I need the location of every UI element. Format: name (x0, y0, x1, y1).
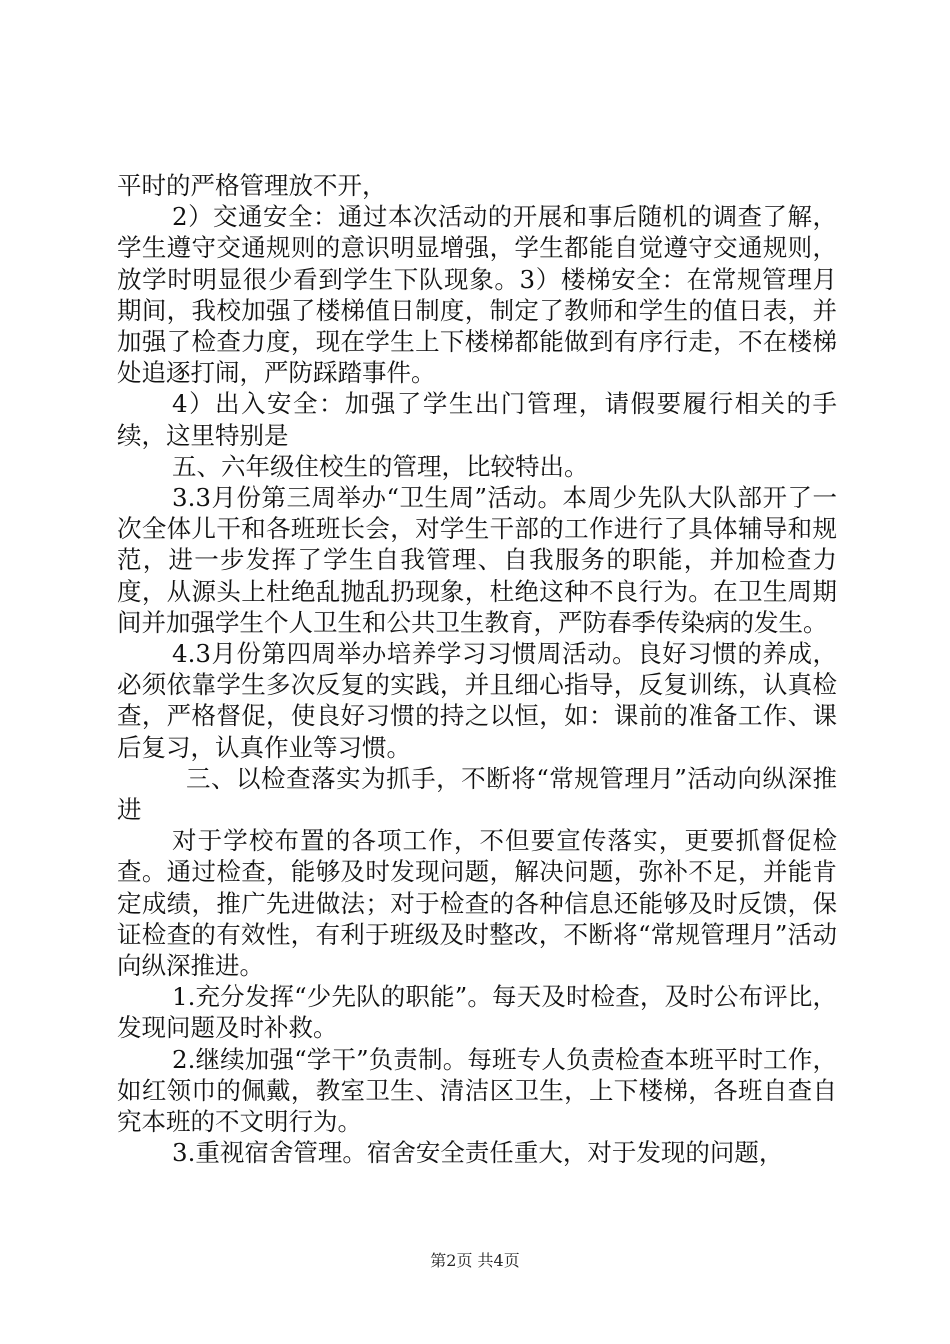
paragraph-dormitory: 3.重视宿舍管理。宿舍安全责任重大，对于发现的问题， (172, 1138, 784, 1168)
paragraph-hygiene-week: 3.3月份第三周举办“卫生周”活动。本周少先队大队部开了一次全体儿干和各班班长会，对学生干部的工作进行了具体辅导和规范，进一步发挥了学生自我管理、自我服务的职能，并加检查力度，从源头上杜绝乱抛乱扔现象，杜绝这种不良行为。在卫生周期间并加强学生个人卫生和公共卫生教育，严防春季传染病的发生。 (117, 483, 837, 637)
section-heading-inspection: 三、以检查落实为抓手，不断将“常规管理月”活动向纵深推进 (117, 763, 837, 825)
paragraph-traffic-safety: 2）交通安全：通过本次活动的开展和事后随机的调查了解，学生遵守交通规则的意识明显增强，学生都能自觉遵守交通规则，放学时明显很少看到学生下队现象。3）楼梯安全：在常规管理月期间，我校加强了楼梯值日制度，制定了教师和学生的值日表，并加强了检查力度，现在学生上下楼梯都能做到有序行走，不在楼梯处追逐打闹，严防踩踏事件。 (117, 202, 837, 388)
paragraph-entry-exit-safety: 4）出入安全：加强了学生出门管理，请假要履行相关的手续，这里特别是 (117, 389, 837, 450)
paragraph-young-pioneers: 1.充分发挥“少先队的职能”。每天及时检查，及时公布评比，发现问题及时补救。 (117, 982, 837, 1043)
paragraph-continuation: 平时的严格管理放不开， (117, 171, 387, 200)
paragraph-inspection-overview: 对于学校布置的各项工作，不但要宣传落实，更要抓督促检查。通过检查，能够及时发现问题，解决问题，弥补不足，并能肯定成绩，推广先进做法；对于检查的各种信息还能够及时反馈，保证检查的有效性，有利于班级及时整改，不断将“常规管理月”活动向纵深推进。 (117, 826, 837, 981)
page-number-footer: 第2页 共4页 (430, 1251, 520, 1270)
document-body (117, 170, 837, 1169)
paragraph-student-cadres: 2.继续加强“学干”负责制。每班专人负责检查本班平时工作，如红领巾的佩戴，教室卫生、清洁区卫生，上下楼梯，各班自查自究本班的不文明行为。 (117, 1044, 837, 1137)
paragraph-study-habits-week: 4.3月份第四周举办培养学习习惯周活动。良好习惯的养成，必须依靠学生多次反复的实践，并且细心指导，反复训练，认真检查，严格督促，使良好习惯的持之以恒，如：课前的准备工作、课后复习，认真作业等习惯。 (117, 639, 837, 762)
paragraph-boarding-students: 五、六年级住校生的管理，比较特出。 (172, 451, 589, 481)
